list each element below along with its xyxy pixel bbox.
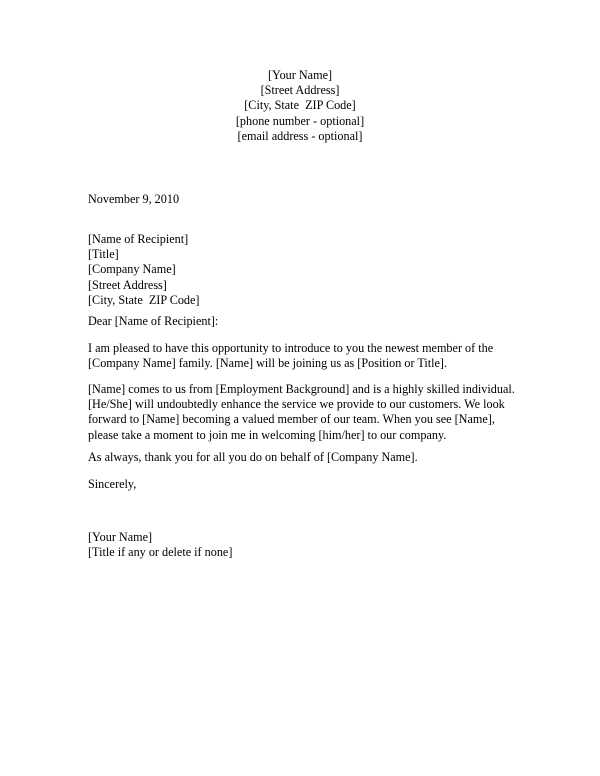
paragraph-line: I am pleased to have this opportunity to introduce to you the newest member of the <box>88 341 494 355</box>
recipient-title: [Title] <box>88 247 119 262</box>
sender-phone: [phone number - optional] <box>235 113 365 128</box>
paragraph-line: forward to [Name] becoming a valued member of our team. When you see [Name], <box>88 412 495 427</box>
sender-address-block <box>0 68 600 144</box>
paragraph-introduction <box>88 341 508 371</box>
signature-block <box>88 530 508 560</box>
recipient-city-state-zip: [City, State ZIP Code] <box>88 292 200 307</box>
paragraph-line: [He/She] will undoubtedly enhance the service we provide to our customers. We look <box>88 397 505 412</box>
paragraph-thanks <box>88 450 508 465</box>
sender-email: [email address - optional] <box>237 128 363 143</box>
recipient-company: [Company Name] <box>88 262 176 277</box>
paragraph-line: As always, thank you for all you do on behalf of [Company Name]. <box>88 450 418 464</box>
closing-text: Sincerely, <box>88 477 137 491</box>
salutation <box>88 314 508 329</box>
letter-date <box>88 192 508 207</box>
recipient-street: [Street Address] <box>88 277 167 292</box>
sender-name: [Your Name] <box>267 68 333 82</box>
recipient-address-block <box>88 232 508 308</box>
paragraph-line: [Company Name] family. [Name] will be joining us as [Position or Title]. <box>88 356 448 371</box>
signature-name: [Your Name] <box>88 530 153 544</box>
sender-street: [Street Address] <box>260 83 340 98</box>
date-text: November 9, 2010 <box>88 192 180 206</box>
paragraph-line: please take a moment to join me in welcoming [him/her] to our company. <box>88 427 447 442</box>
salutation-text: Dear [Name of Recipient]: <box>88 314 219 328</box>
paragraph-line: [Name] comes to us from [Employment Background] and is a highly skilled individual. <box>88 382 515 396</box>
recipient-name: [Name of Recipient] <box>88 232 189 246</box>
paragraph-background <box>88 382 515 443</box>
closing <box>88 477 508 492</box>
sender-city-state-zip: [City, State ZIP Code] <box>244 98 356 113</box>
signature-title: [Title if any or delete if none] <box>88 545 233 560</box>
